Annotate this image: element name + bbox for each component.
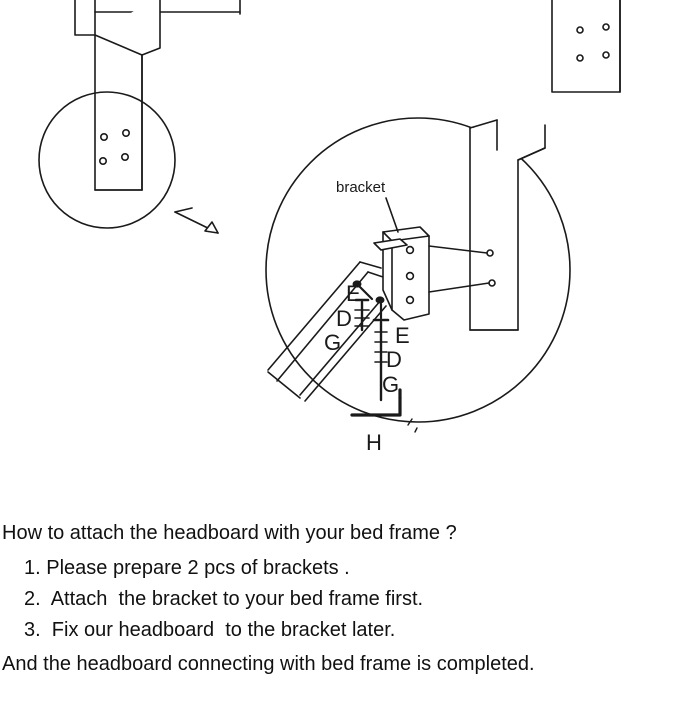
tool-label-h: H [366,430,382,455]
bracket-callout-label: bracket [336,179,386,196]
part-label-right-g: G [382,372,400,397]
part-label-left-g: G [324,330,342,355]
instructions-question: How to attach the headboard with your bed frame ? [2,522,457,544]
part-label-right-d: D [386,347,402,372]
instructions-closing: And the headboard connecting with bed frame is completed. [2,653,535,675]
part-label-right-e: E [395,323,410,348]
instruction-step: 3. Fix our headboard to the bracket later. [24,619,396,641]
instruction-step: 2. Attach the bracket to your bed frame first. [24,588,424,610]
part-label-left-e: E [346,281,361,306]
instructions-block [0,520,679,678]
part-label-left-d: D [336,306,352,331]
instructions-steps [0,553,679,646]
instruction-step: 1. Please prepare 2 pcs of brackets . [24,557,350,579]
